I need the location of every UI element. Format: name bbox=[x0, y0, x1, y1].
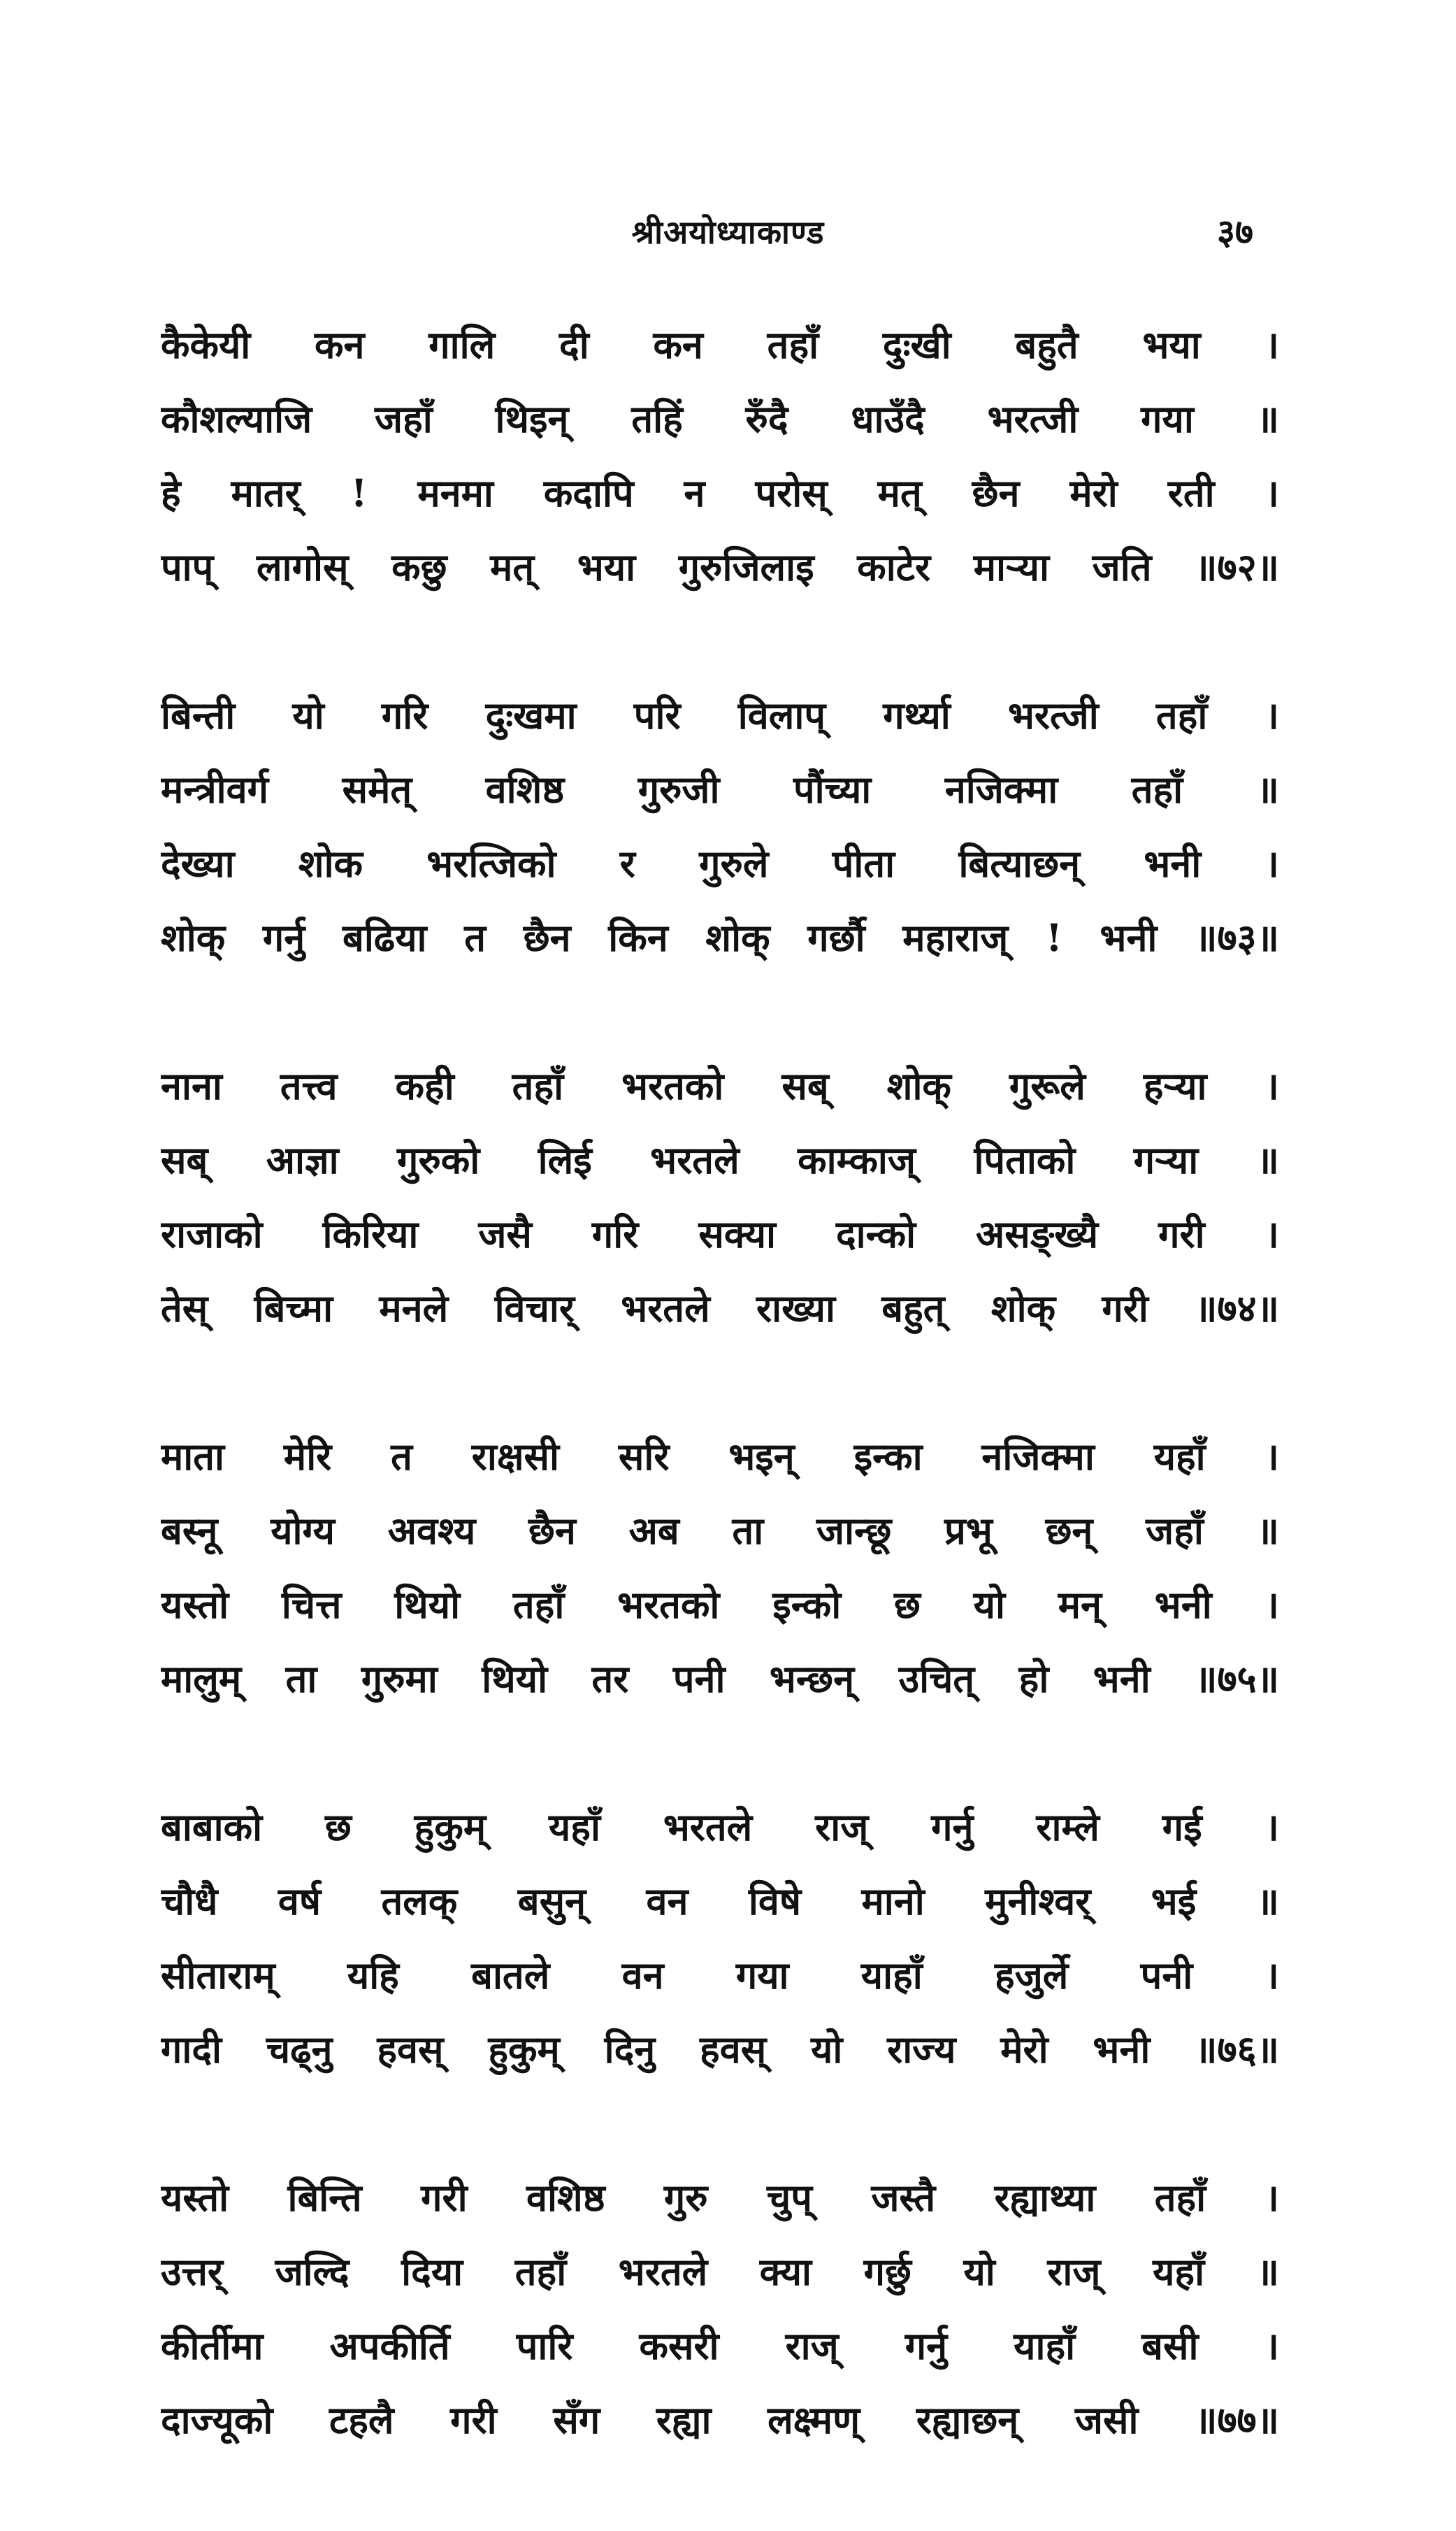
verse-line: सीताराम् यहि बातले वन गया याहाँ हजुर्ले पनी । bbox=[161, 1953, 1279, 1998]
stanza-75 bbox=[161, 1419, 1279, 1716]
stanza-77 bbox=[161, 2160, 1279, 2457]
verse-line: हे मातर् ! मनमा कदापि न परोस् मत् छैन मेरो रती । bbox=[161, 471, 1279, 515]
stanza-74 bbox=[161, 1049, 1279, 1345]
verse-line: मन्त्रीवर्ग समेत् वशिष्ठ गुरुजी पौंच्या नजिक्मा तहाँ ॥ bbox=[161, 767, 1279, 812]
verse-line: बाबाको छ हुकुम् यहाँ भरतले राज् गर्नु राम्ले गई । bbox=[161, 1805, 1279, 1849]
verse-line: कीर्तीमा अपकीर्ति पारि कसरी राज् गर्नु याहाँ बसी । bbox=[161, 2323, 1279, 2368]
verse-line: यस्तो बिन्ति गरी वशिष्ठ गुरु चुप् जस्तै रह्याथ्या तहाँ । bbox=[161, 2175, 1279, 2220]
verse-line: उत्तर् जल्दि दिया तहाँ भरतले क्या गर्छु यो राज् यहाँ ॥ bbox=[161, 2249, 1279, 2294]
verse-line: यस्तो चित्त थियो तहाँ भरतको इन्को छ यो मन् भनी । bbox=[161, 1582, 1279, 1627]
stanza-76 bbox=[161, 1790, 1279, 2086]
verse-line: नाना तत्त्व कही तहाँ भरतको सब् शोक् गुरूले हऱ्या । bbox=[161, 1063, 1279, 1108]
stanza-73 bbox=[161, 678, 1279, 975]
verse-line: दाज्यूको टहलै गरी सँग रह्या लक्ष्मण् रह्याछन् जसी ॥७७॥ bbox=[161, 2397, 1279, 2442]
verse-body bbox=[161, 308, 1279, 2531]
verse-line: तेस् बिच्मा मनले विचार् भरतले राख्या बहुत् शोक् गरी ॥७४॥ bbox=[161, 1286, 1279, 1331]
verse-line: कौशल्याजि जहाँ थिइन् तहिं रुँदै धाउँदै भरत्जी गया ॥ bbox=[161, 396, 1279, 441]
page-number: ३७ bbox=[1217, 211, 1253, 252]
verse-line: बस्नू योग्य अवश्य छैन अब ता जान्छू प्रभू छन् जहाँ ॥ bbox=[161, 1508, 1279, 1553]
stanza-72 bbox=[161, 308, 1279, 604]
verse-line: राजाको किरिया जसै गरि सक्या दान्को असङ्ख्यै गरी । bbox=[161, 1212, 1279, 1256]
verse-line: पाप् लागोस् कछु मत् भया गुरुजिलाइ काटेर माऱ्या जति ॥७२॥ bbox=[161, 545, 1279, 589]
verse-line: चौधै वर्ष तलक् बसुन् वन विषे मानो मुनीश्वर् भई ॥ bbox=[161, 1879, 1279, 1923]
verse-line: कैकेयी कन गालि दी कन तहाँ दुःखी बहुतै भया । bbox=[161, 322, 1279, 367]
verse-line: माता मेरि त राक्षसी सरि भइन् इन्का नजिक्मा यहाँ । bbox=[161, 1434, 1279, 1479]
verse-line: देख्या शोक भरत्जिको र गुरुले पीता बित्याछन् भनी । bbox=[161, 841, 1279, 886]
verse-line: सब् आज्ञा गुरुको लिई भरतले काम्काज् पिताको गऱ्या ॥ bbox=[161, 1138, 1279, 1182]
verse-line: मालुम् ता गुरुमा थियो तर पनी भन्छन् उचित् हो भनी ॥७५॥ bbox=[161, 1656, 1279, 1701]
running-title: श्रीअयोध्याकाण्ड bbox=[631, 213, 825, 251]
verse-line: शोक् गर्नु बढिया त छैन किन शोक् गर्छौ महाराज् ! भनी ॥७३॥ bbox=[161, 915, 1279, 960]
verse-line: बिन्ती यो गरि दुःखमा परि विलाप् गर्थ्या भरत्जी तहाँ । bbox=[161, 693, 1279, 738]
running-head bbox=[0, 203, 1456, 259]
verse-line: गादी चढ्नु हवस् हुकुम् दिनु हवस् यो राज्य मेरो भनी ॥७६॥ bbox=[161, 2027, 1279, 2072]
